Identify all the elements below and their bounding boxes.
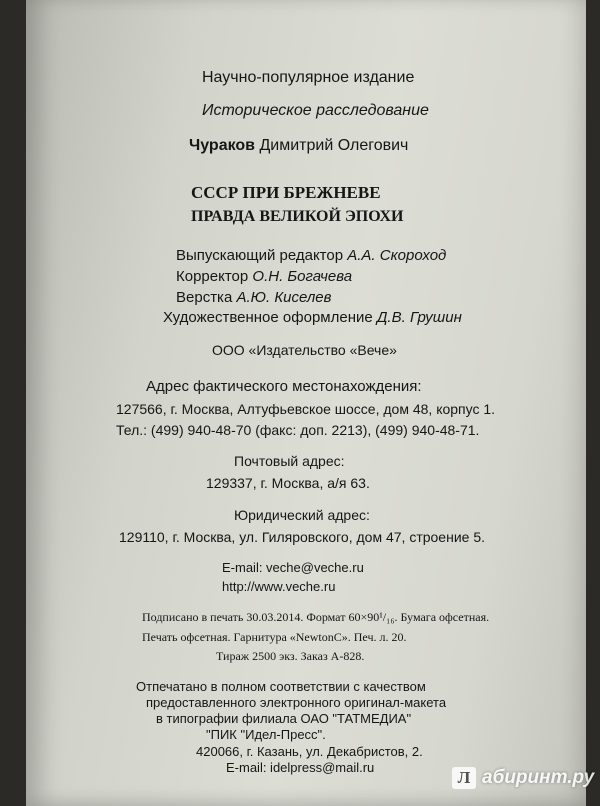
actual-address-label: Адрес фактического местонахождения: bbox=[146, 378, 422, 395]
staff-corrector: Корректор О.Н. Богачева bbox=[176, 268, 353, 285]
labirint-watermark bbox=[452, 764, 594, 792]
printer-line-3: в типографии филиала ОАО "ТАТМЕДИА" bbox=[156, 711, 412, 726]
printer-line-5: 420066, г. Казань, ул. Декабристов, 2. bbox=[196, 744, 423, 759]
printer-line-2: предоставленного электронного оригинал-макета bbox=[146, 695, 447, 710]
printer-line-4: "ПИК "Идел-Пресс". bbox=[206, 727, 326, 742]
phone-numbers: Тел.: (499) 940-48-70 (факс: доп. 2213), (499) 940-48-71. bbox=[116, 422, 480, 438]
actual-address: 127566, г. Москва, Алтуфьевское шоссе, дом 48, корпус 1. bbox=[116, 401, 496, 417]
author-line bbox=[189, 138, 408, 154]
labirint-logo-icon: Л bbox=[452, 767, 476, 789]
watermark-text: абиринт.ру bbox=[482, 767, 595, 788]
circulation: Тираж 2500 экз. Заказ А-828. bbox=[216, 649, 365, 663]
author-name: Димитрий Олегович bbox=[255, 137, 409, 154]
genre-label: Научно-популярное издание bbox=[202, 69, 415, 86]
printer-line-1: Отпечатано в полном соответствии с качеством bbox=[136, 679, 426, 694]
book-page bbox=[26, 0, 586, 806]
publisher-name: ООО «Издательство «Вече» bbox=[212, 342, 397, 358]
publisher-email: E-mail: veche@veche.ru bbox=[222, 560, 364, 575]
print-signed: Подписано в печать 30.03.2014. Формат 60×90¹/₁₆. Бумага офсетная. bbox=[142, 610, 490, 624]
author-surname: Чураков bbox=[189, 137, 256, 154]
staff-layout: Верстка А.Ю. Киселев bbox=[176, 289, 332, 306]
printer-line-6: E-mail: idelpress@mail.ru bbox=[226, 760, 375, 775]
legal-address: 129110, г. Москва, ул. Гиляровского, дом 47, строение 5. bbox=[119, 529, 485, 545]
publisher-website: http://www.veche.ru bbox=[222, 579, 336, 594]
staff-art: Художественное оформление Д.В. Грушин bbox=[163, 309, 462, 326]
postal-address: 129337, г. Москва, а/я 63. bbox=[206, 475, 370, 491]
staff-editor: Выпускающий редактор А.А. Скороход bbox=[176, 247, 447, 264]
series-label: Историческое расследование bbox=[202, 102, 429, 119]
book-subtitle: ПРАВДА ВЕЛИКОЙ ЭПОХИ bbox=[191, 208, 404, 225]
postal-address-label: Почтовый адрес: bbox=[234, 453, 345, 469]
book-title: СССР ПРИ БРЕЖНЕВЕ bbox=[191, 183, 381, 202]
print-details: Печать офсетная. Гарнитура «NewtonC». Печ. л. 20. bbox=[142, 630, 407, 644]
legal-address-label: Юридический адрес: bbox=[234, 507, 370, 523]
